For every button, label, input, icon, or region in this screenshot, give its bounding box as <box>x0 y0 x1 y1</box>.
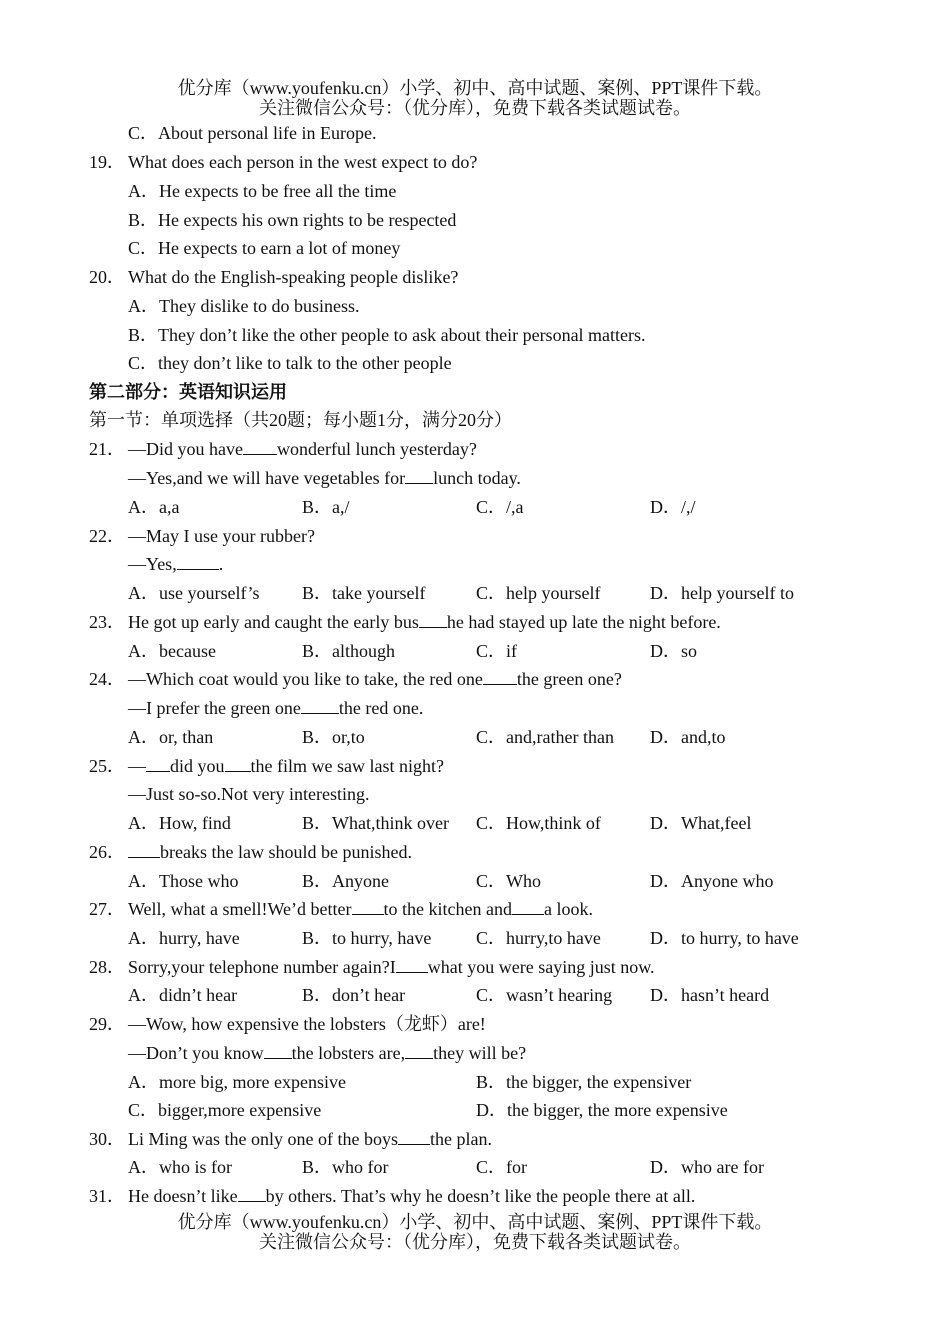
option-b: B．the bigger, the expensiver <box>476 1072 692 1092</box>
option-b: B．Anyone <box>302 871 389 891</box>
question-text: Well, what a smell!We’d better to the kitchen and a look. <box>128 899 593 919</box>
question-text: He got up early and caught the early bus he had stayed up late the night before. <box>128 612 721 632</box>
blank <box>483 668 517 685</box>
question-number: 26． <box>89 842 125 862</box>
option-c: C．How,think of <box>476 813 601 833</box>
option-d: D．who are for <box>650 1157 764 1177</box>
blank <box>419 611 447 628</box>
question-text: — did you the film we saw last night? <box>128 756 444 776</box>
option-a: A．hurry, have <box>128 928 240 948</box>
option-a: A．didn’t hear <box>128 985 238 1005</box>
option-a: A．use yourself’s <box>128 583 260 603</box>
question-text-line-2: —Yes, . <box>128 554 224 574</box>
option-a: A．Those who <box>128 871 239 891</box>
question-text: —May I use your rubber? <box>128 526 315 546</box>
footer-line-2: 关注微信公众号：（优分库），免费下载各类试题试卷。 <box>259 1232 691 1252</box>
question-number: 21． <box>89 439 125 459</box>
question-text: —Which coat would you like to take, the red one the green one? <box>128 669 622 689</box>
option-b: B．take yourself <box>302 583 426 603</box>
option-c: C．He expects to earn a lot of money <box>128 238 401 258</box>
option-d: D．the bigger, the more expensive <box>476 1100 728 1120</box>
question-number: 31． <box>89 1186 125 1206</box>
blank <box>243 438 277 455</box>
blank <box>225 755 251 772</box>
question-number: 23． <box>89 612 125 632</box>
option-c: C．help yourself <box>476 583 601 603</box>
option-b: B．to hurry, have <box>302 928 432 948</box>
question-number: 19． <box>89 152 125 172</box>
option-b: B．He expects his own rights to be respected <box>128 210 457 230</box>
question-text-line-2: —Yes,and we will have vegetables for lunch today. <box>128 468 521 488</box>
part-2-title: 第二部分：英语知识运用 <box>89 382 287 402</box>
option-a: A．They dislike to do business. <box>128 296 360 316</box>
option-c: C．they don’t like to talk to the other people <box>128 353 452 373</box>
section-1-title: 第一节：单项选择（共20题；每小题1分，满分20分） <box>89 410 512 430</box>
option-b: B．a,/ <box>302 497 350 517</box>
option-d: D．and,to <box>650 727 726 747</box>
option-b: B．What,think over <box>302 813 449 833</box>
option-a: A．who is for <box>128 1157 232 1177</box>
question-text-line-2: —Don’t you know the lobsters are, they will be? <box>128 1043 527 1063</box>
option-c: C．bigger,more expensive <box>128 1100 322 1120</box>
blank <box>238 1185 266 1202</box>
question-text: —Did you have wonderful lunch yesterday? <box>128 439 477 459</box>
question-text-line-2: —Just so-so.Not very interesting. <box>128 784 370 804</box>
question-text: What does each person in the west expect to do? <box>128 152 478 172</box>
option-d: D．/,/ <box>650 497 696 517</box>
option-d: D．help yourself to <box>650 583 794 603</box>
option-d: D．so <box>650 641 698 661</box>
blank <box>405 1042 433 1059</box>
option-d: D．hasn’t heard <box>650 985 770 1005</box>
question-text: Li Ming was the only one of the boys the plan. <box>128 1129 492 1149</box>
header-line-1: 优分库（www.youfenku.cn）小学、初中、高中试题、案例、PPT课件下载。 <box>177 78 773 98</box>
option-c: C．hurry,to have <box>476 928 601 948</box>
footer-line-1: 优分库（www.youfenku.cn）小学、初中、高中试题、案例、PPT课件下载。 <box>177 1212 773 1232</box>
option-b: B．or,to <box>302 727 365 747</box>
option-d: D．What,feel <box>650 813 752 833</box>
option-a: A．or, than <box>128 727 214 747</box>
option-c: C．wasn’t hearing <box>476 985 613 1005</box>
blank <box>301 697 339 714</box>
option-c: C．Who <box>476 871 541 891</box>
option-a: A．because <box>128 641 216 661</box>
question-text: breaks the law should be punished. <box>128 841 412 863</box>
option-c: C．if <box>476 641 518 661</box>
option-c: C．/,a <box>476 497 524 517</box>
blank <box>146 755 170 772</box>
option-a: A．a,a <box>128 497 180 517</box>
option-d: D．Anyone who <box>650 871 774 891</box>
blank <box>398 1128 430 1145</box>
blank <box>128 841 160 858</box>
question-number: 27． <box>89 899 125 919</box>
question-text: Sorry,your telephone number again?I what you were saying just now. <box>128 957 655 977</box>
q18-option-c: C．About personal life in Europe. <box>128 123 377 143</box>
question-number: 20． <box>89 267 125 287</box>
question-number: 29． <box>89 1014 125 1034</box>
option-c: C．for <box>476 1157 527 1177</box>
question-text: —Wow, how expensive the lobsters（龙虾）are! <box>128 1014 486 1034</box>
header-line-2: 关注微信公众号：（优分库），免费下载各类试题试卷。 <box>259 98 691 118</box>
question-number: 25． <box>89 756 125 776</box>
blank <box>405 467 433 484</box>
option-b: B．who for <box>302 1157 389 1177</box>
option-b: B．although <box>302 641 395 661</box>
blank <box>352 898 384 915</box>
option-a: A．more big, more expensive <box>128 1072 346 1092</box>
blank <box>512 898 544 915</box>
option-c: C．and,rather than <box>476 727 614 747</box>
question-number: 22． <box>89 526 125 546</box>
option-a: A．How, find <box>128 813 231 833</box>
option-a: A．He expects to be free all the time <box>128 181 397 201</box>
question-number: 24． <box>89 669 125 689</box>
question-number: 28． <box>89 957 125 977</box>
question-text-line-2: —I prefer the green one the red one. <box>128 698 424 718</box>
question-text: He doesn’t like by others. That’s why he doesn’t like the people there at all. <box>128 1186 696 1206</box>
option-d: D．to hurry, to have <box>650 928 799 948</box>
question-text: What do the English-speaking people dislike? <box>128 267 459 287</box>
option-b: B．don’t hear <box>302 985 406 1005</box>
question-number: 30． <box>89 1129 125 1149</box>
option-b: B．They don’t like the other people to ask about their personal matters. <box>128 325 646 345</box>
blank <box>177 553 219 570</box>
blank <box>396 956 428 973</box>
blank <box>264 1042 292 1059</box>
